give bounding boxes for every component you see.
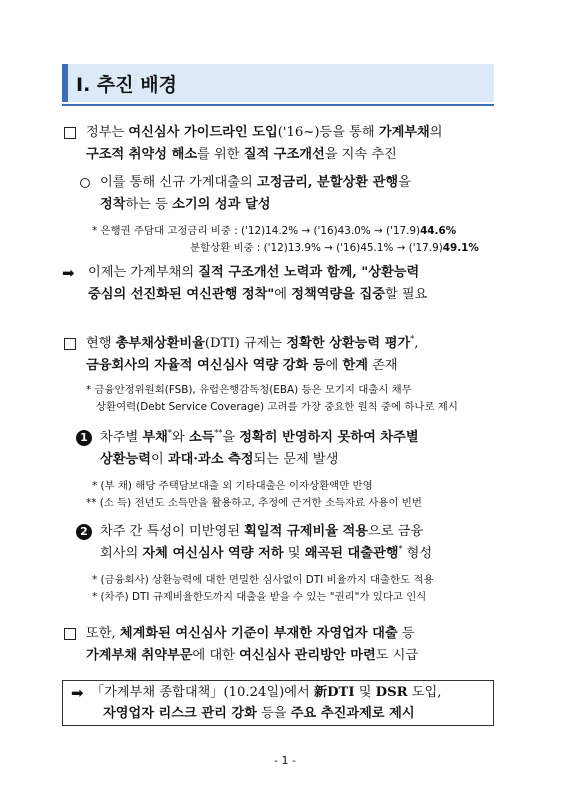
s2-point-1-note-2: ** (소 득) 전년도 소득만을 활용하고, 추정에 근거한 소득자료 사용이 빈번 xyxy=(86,497,422,509)
s1-note-1: * 은행권 주담대 고정금리 비중 : ('12)14.2% → ('16)43.0% → ('17.9)44.6% xyxy=(92,225,457,237)
s2-point-1-line-1: 차주별 부채*와 소득**을 정확히 반영하지 못하여 차주별 xyxy=(100,428,419,445)
box-line-2: 자영업자 리스크 관리 강화 등을 주요 추진과제로 제시 xyxy=(103,706,415,721)
s1-sub-line-2: 정착하는 등 소기의 성과 달성 xyxy=(100,197,271,212)
page-number: - 1 - xyxy=(274,754,296,767)
s2-point-2-line-2: 회사의 자체 여신심사 역량 저하 및 왜곡된 대출관행* 형성 xyxy=(100,544,433,561)
s2-point-2-note-2: * (차주) DTI 규제비율한도까지 대출을 받을 수 있는 "권리"가 있다고 인식 xyxy=(92,591,427,603)
s1-note-2: 분할상환 비중 : ('12)13.9% → ('16)45.1% → ('17.9)49.1% xyxy=(190,242,479,254)
square-bullet-icon xyxy=(64,628,76,640)
s2-point-1-line-2: 상환능력이 과대·과소 측정되는 문제 발생 xyxy=(100,452,339,467)
square-bullet-icon xyxy=(64,127,76,139)
s1-line-2: 구조적 취약성 해소를 위한 질적 구조개선을 지속 추진 xyxy=(86,147,397,162)
arrow-right-icon: ➡ xyxy=(71,684,84,702)
s1-sub-line-1: 이를 통해 신규 가계대출의 고정금리, 분할상환 관행을 xyxy=(100,175,411,190)
square-bullet-icon xyxy=(64,338,76,350)
box-line-1: 「가계부채 종합대책」(10.24일)에서 新DTI 및 DSR 도입, xyxy=(91,685,442,700)
circle-bullet-icon xyxy=(80,178,90,188)
section-title-bar xyxy=(62,64,494,102)
s2-point-2-line-1: 차주 간 특성이 미반영된 획일적 규제비율 적용으로 금융 xyxy=(100,524,424,539)
s2-point-2-note-1: * (금융회사) 상환능력에 대한 면밀한 심사없이 DTI 비율까지 대출한도 적용 xyxy=(92,574,434,586)
number-2-icon: 2 xyxy=(76,524,92,540)
s3-line-1: 또한, 체계화된 여신심사 기준이 부재한 자영업자 대출 등 xyxy=(86,626,415,641)
s1-line-1: 정부는 여신심사 가이드라인 도입('16~)등을 통해 가계부채의 xyxy=(86,125,443,140)
s1-arrow-line-2: 중심의 선진화된 여신관행 정착"에 정책역량을 집중할 필요 xyxy=(88,287,428,302)
s2-point-1-note-1: * (부 채) 해당 주택담보대출 외 기타대출은 이자상환액만 반영 xyxy=(92,480,373,492)
s3-line-2: 가계부채 취약부문에 대한 여신심사 관리방안 마련도 시급 xyxy=(86,648,419,663)
s2-note-1: * 금융안정위원회(FSB), 유럽은행감독청(EBA) 등은 모기지 대출시 채무 xyxy=(86,384,412,396)
number-1-icon: 1 xyxy=(76,430,92,446)
section-title: Ⅰ. 추진 배경 xyxy=(76,73,177,96)
summary-box xyxy=(62,680,494,726)
s1-arrow-line-1: 이제는 가계부채의 질적 구조개선 노력과 함께, "상환능력 xyxy=(88,265,420,280)
arrow-right-icon: ➡ xyxy=(62,264,75,282)
s2-note-2: 상환여력(Debt Service Coverage) 고려를 가장 중요한 원칙 중에 하나로 제시 xyxy=(96,401,458,413)
s2-line-2: 금융회사의 자율적 여신심사 역량 강화 등에 한계 존재 xyxy=(86,358,398,373)
s2-line-1: 현행 총부채상환비율(DTI) 규제는 정확한 상환능력 평가*, xyxy=(86,334,419,351)
